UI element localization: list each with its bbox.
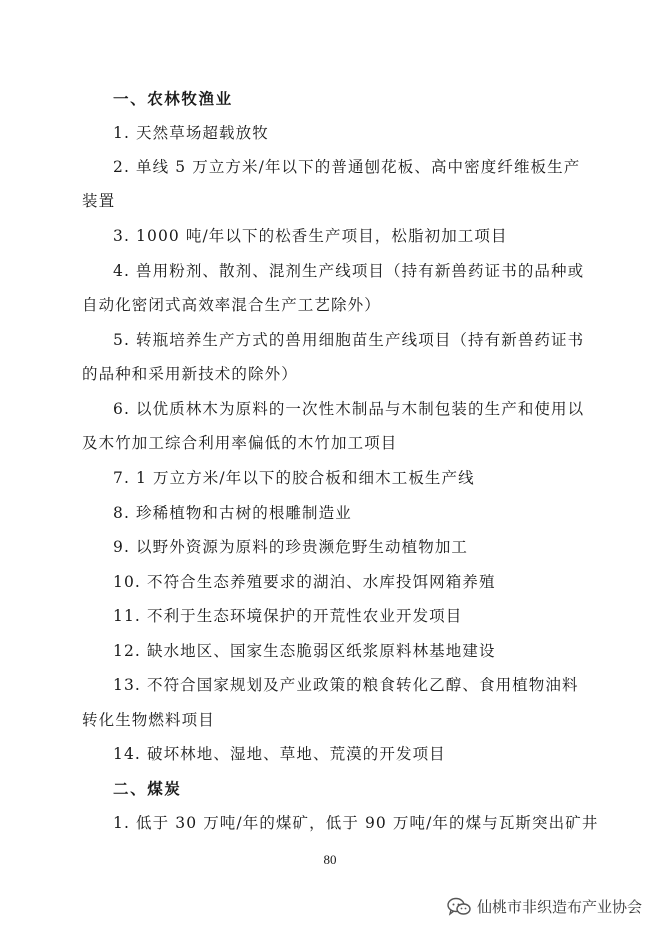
- list-item-continuation: 及木竹加工综合利用率偏低的木竹加工项目: [82, 434, 398, 452]
- list-item-continuation: 装置: [82, 192, 116, 210]
- list-item: 1. 低于 30 万吨/年的煤矿，低于 90 万吨/年的煤与瓦斯突出矿井: [113, 814, 599, 832]
- list-item-continuation: 转化生物燃料项目: [82, 711, 215, 729]
- page-number: 80: [323, 852, 337, 867]
- watermark-text: 仙桃市非织造布产业协会: [476, 898, 642, 916]
- list-item: 1. 天然草场超载放牧: [113, 124, 269, 142]
- list-item: 12. 缺水地区、国家生态脆弱区纸浆原料林基地建设: [113, 642, 496, 660]
- list-item: 9. 以野外资源为原料的珍贵濒危野生动植物加工: [113, 538, 469, 556]
- list-item: 5. 转瓶培养生产方式的兽用细胞苗生产线项目（持有新兽药证书: [113, 331, 585, 349]
- list-item: 14. 破坏林地、湿地、草地、荒漠的开发项目: [113, 745, 446, 763]
- list-item-continuation: 的品种和采用新技术的除外）: [82, 365, 298, 383]
- list-item: 3. 1000 吨/年以下的松香生产项目，松脂初加工项目: [113, 227, 508, 245]
- section-heading-agriculture: 一、农林牧渔业: [113, 90, 233, 108]
- list-item: 10. 不符合生态养殖要求的湖泊、水库投饵网箱养殖: [113, 573, 496, 591]
- list-item: 4. 兽用粉剂、散剂、混剂生产线项目（持有新兽药证书的品种或: [113, 262, 585, 280]
- list-item-continuation: 自动化密闭式高效率混合生产工艺除外）: [82, 296, 381, 314]
- list-item: 6. 以优质林木为原料的一次性木制品与木制包装的生产和使用以: [113, 400, 585, 418]
- list-item: 7. 1 万立方米/年以下的胶合板和细木工板生产线: [113, 469, 475, 487]
- list-item: 11. 不利于生态环境保护的开荒性农业开发项目: [113, 607, 463, 625]
- watermark: [447, 896, 642, 917]
- list-item: 8. 珍稀植物和古树的根雕制造业: [113, 504, 352, 522]
- list-item: 13. 不符合国家规划及产业政策的粮食转化乙醇、食用植物油料: [113, 676, 579, 694]
- wechat-icon: [447, 897, 471, 917]
- section-heading-coal: 二、煤炭: [113, 780, 182, 798]
- list-item: 2. 单线 5 万立方米/年以下的普通刨花板、高中密度纤维板生产: [113, 158, 581, 176]
